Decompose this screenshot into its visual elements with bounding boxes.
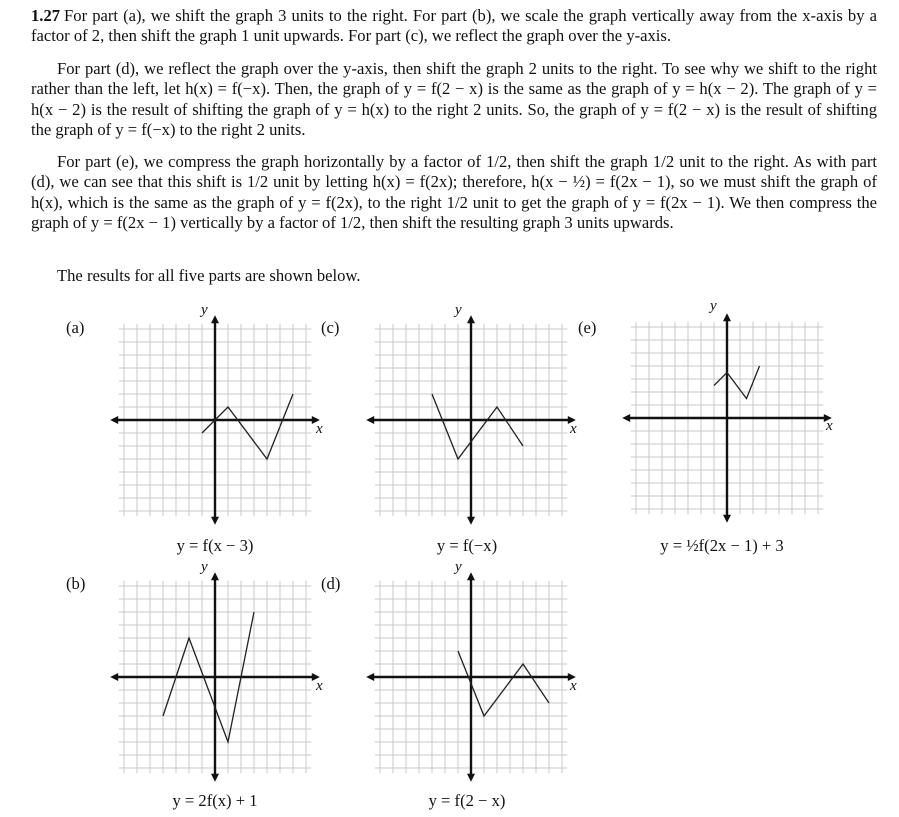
x-axis-arrow-left [110, 416, 118, 424]
y-axis-arrow-up [723, 313, 731, 321]
graph-b-caption: y = 2f(x) + 1 [172, 791, 258, 810]
y-axis-arrow-up [467, 315, 475, 323]
graph-a [105, 320, 325, 520]
graph-b [105, 577, 325, 777]
x-axis-arrow-left [622, 414, 630, 422]
graph-d-caption: y = f(2 − x) [428, 791, 506, 810]
graph-c-caption: y = f(−x) [436, 536, 498, 555]
solution-paragraph-1 [31, 6, 877, 47]
part-label-d: (d) [321, 574, 341, 593]
solution-paragraph-3: For part (e), we compress the graph horizontally by a factor of 1/2, then shift the graph 1/2 unit to the right. As with part (d), we can see that this shift is 1/2 unit by letting h(x) = f(2x); therefore, h(x − ½) = f(2x − 1), so we must shift the graph of h(x), which is the same as the graph of y = f(2x), to the right 1/2 unit to get the graph of y = f(2x − 1). We then compress the graph of y = f(2x − 1) vertically by a factor of 1/2, then shift the resulting graph 3 units upwards. [31, 152, 877, 233]
y-axis-arrow-down [723, 515, 731, 523]
graph-c-y-label: y [455, 302, 462, 318]
y-axis-arrow-up [211, 572, 219, 580]
x-axis-arrow-left [366, 416, 374, 424]
problem-number: 1.27 [31, 6, 61, 25]
graph-e-y-label: y [710, 298, 717, 314]
y-axis-arrow-up [467, 572, 475, 580]
part-label-a: (a) [66, 318, 85, 337]
graph-a-y-label: y [201, 302, 208, 318]
part-label-b: (b) [66, 574, 86, 593]
part-label-c: (c) [321, 318, 340, 337]
graph-b-x-label: x [316, 678, 323, 694]
part-label-e: (e) [578, 318, 597, 337]
graph-e [617, 318, 837, 518]
solution-paragraph-2: For part (d), we reflect the graph over the y-axis, then shift the graph 2 units to the right. To see why we shift to the right rather than the left, let h(x) = f(−x). Then, the graph of y = f(2 − x) is the same as the graph of y = h(x − 2). The graph of y = h(x − 2) is the result of shifting the graph of y = h(x) to the right 2 units. So, the graph of y = f(2 − x) is the result of shifting the graph of y = f(−x) to the right 2 units. [31, 59, 877, 140]
graph-d-y-label: y [455, 559, 462, 575]
graph-a-x-label: x [316, 421, 323, 437]
y-axis-arrow-down [211, 517, 219, 525]
graph-d [361, 577, 581, 777]
graph-e-x-label: x [826, 418, 833, 434]
paragraph-1-text: For part (a), we shift the graph 3 units to the right. For part (b), we scale the graph vertically away from the x-axis by a factor of 2, then shift the graph 1 unit upwards. For part (c), we reflect the graph over the y-axis. [31, 6, 877, 46]
graph-c [361, 320, 581, 520]
y-axis-arrow-down [467, 774, 475, 782]
solution-paragraph-4: The results for all five parts are shown below. [57, 266, 361, 285]
graph-c-x-label: x [570, 421, 577, 437]
y-axis-arrow-up [211, 315, 219, 323]
graph-e-caption: y = ½f(2x − 1) + 3 [660, 536, 784, 555]
function-curve [432, 394, 523, 459]
graph-a-caption: y = f(x − 3) [176, 536, 254, 555]
y-axis-arrow-down [211, 774, 219, 782]
graph-b-y-label: y [201, 559, 208, 575]
x-axis-arrow-left [110, 673, 118, 681]
y-axis-arrow-down [467, 517, 475, 525]
graph-d-x-label: x [570, 678, 577, 694]
x-axis-arrow-left [366, 673, 374, 681]
